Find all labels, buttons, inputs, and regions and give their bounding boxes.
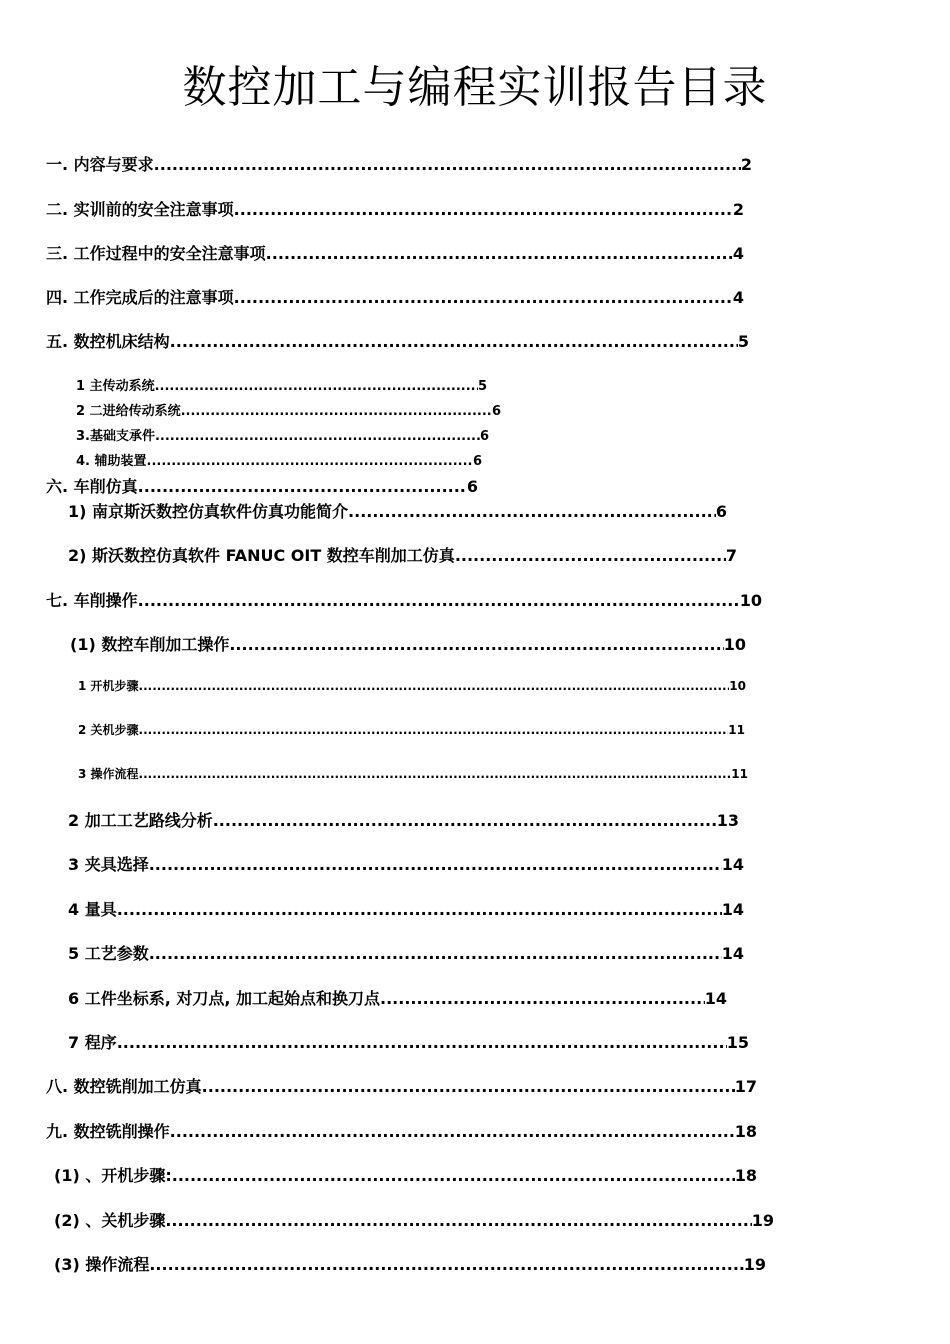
toc-entry[interactable]	[70, 632, 746, 655]
toc-entry-label: 6 工件坐标系, 对刀点, 加工起始点和换刀点	[68, 989, 381, 1008]
toc-entry-label: 2 关机步骤	[78, 723, 139, 737]
toc-entry-label: (3) 操作流程	[54, 1255, 150, 1274]
toc-entry-page: 19	[743, 1255, 766, 1274]
toc-subentry[interactable]	[76, 400, 501, 419]
toc-entry-label: 八. 数控铣削加工仿真	[46, 1077, 202, 1096]
toc-leader	[149, 855, 722, 874]
toc-entry-label: (1) 数控车削加工操作	[70, 635, 230, 654]
toc-entry-page: 14	[704, 989, 727, 1008]
toc-entry[interactable]	[68, 897, 744, 920]
toc-entry-page: 18	[734, 1122, 757, 1141]
toc-entry-page: 6	[466, 477, 478, 496]
toc-entry-label: 五. 数控机床结构	[46, 332, 170, 351]
toc-leader	[139, 723, 729, 737]
toc-leader	[202, 1077, 735, 1096]
toc-entry-label: 七. 车削操作	[46, 591, 138, 610]
toc-entry-label: 7 程序	[68, 1033, 117, 1052]
toc-leader	[155, 429, 480, 444]
toc-entry[interactable]	[54, 1252, 766, 1275]
toc-subentry[interactable]	[78, 721, 745, 738]
toc-entry-page: 14	[721, 855, 744, 874]
toc-entry-page: 18	[734, 1166, 757, 1185]
toc-leader	[149, 944, 722, 963]
toc-entry-label: 四. 工作完成后的注意事项	[46, 288, 234, 307]
toc-leader	[138, 591, 740, 610]
toc-entry[interactable]	[54, 1163, 757, 1186]
toc-entry-label: 5 工艺参数	[68, 944, 149, 963]
toc-leader	[213, 811, 717, 830]
document-title: 数控加工与编程实训报告目录	[182, 62, 768, 113]
toc-entry[interactable]	[46, 285, 744, 308]
toc-entry-page: 6	[491, 404, 501, 419]
toc-entry[interactable]	[46, 197, 744, 220]
toc-entry-page: 6	[715, 502, 727, 521]
toc-subentry[interactable]	[76, 425, 489, 444]
toc-leader	[348, 502, 716, 521]
toc-entry-label: 3.基础支承件	[76, 429, 155, 444]
toc-leader	[181, 404, 492, 419]
toc-leader	[149, 1255, 743, 1274]
toc-entry-page: 11	[728, 723, 745, 737]
toc-entry-label: (2) 、关机步骤	[54, 1211, 166, 1230]
toc-leader	[170, 332, 738, 351]
toc-entry-page: 11	[731, 767, 748, 781]
toc-entry-page: 13	[716, 811, 739, 830]
toc-entry-label: 2) 斯沃数控仿真软件 FANUC OIT 数控车削加工仿真	[68, 546, 455, 565]
toc-entry-page: 4	[732, 288, 744, 307]
toc-entry-label: 3 夹具选择	[68, 855, 149, 874]
toc-leader	[139, 679, 730, 693]
toc-entry-page: 4	[732, 244, 744, 263]
toc-leader	[234, 200, 733, 219]
toc-entry-label: 九. 数控铣削操作	[46, 1122, 170, 1141]
toc-entry-label: 六. 车削仿真	[46, 477, 138, 496]
toc-entry-label: 2 加工工艺路线分析	[68, 811, 213, 830]
toc-leader	[455, 546, 726, 565]
toc-leader	[117, 900, 722, 919]
toc-entry-label: 2 二进给传动系统	[76, 404, 181, 419]
toc-entry[interactable]	[68, 499, 727, 522]
toc-entry[interactable]	[46, 1119, 757, 1142]
toc-leader	[117, 1033, 727, 1052]
toc-entry[interactable]	[46, 329, 749, 352]
toc-entry[interactable]	[46, 1074, 757, 1097]
toc-leader	[154, 155, 741, 174]
toc-entry[interactable]	[68, 852, 744, 875]
toc-subentry[interactable]	[78, 765, 748, 782]
toc-entry-page: 14	[721, 944, 744, 963]
toc-entry-page: 2	[740, 155, 752, 174]
toc-leader	[229, 635, 723, 654]
toc-leader	[172, 1166, 735, 1185]
toc-entry-page: 5	[477, 379, 487, 394]
toc-entry-page: 15	[726, 1033, 749, 1052]
toc-entry-label: 三. 工作过程中的安全注意事项	[46, 244, 266, 263]
toc-entry[interactable]	[46, 241, 744, 264]
toc-entry-page: 10	[723, 635, 746, 654]
toc-entry-label: 二. 实训前的安全注意事项	[46, 200, 234, 219]
toc-entry[interactable]	[68, 543, 737, 566]
toc-entry[interactable]	[54, 1208, 774, 1231]
toc-entry-label: 1 开机步骤	[78, 679, 139, 693]
toc-entry-label: 一. 内容与要求	[46, 155, 154, 174]
toc-entry-page: 14	[721, 900, 744, 919]
toc-leader	[380, 989, 705, 1008]
toc-entry[interactable]	[46, 588, 762, 611]
toc-entry-label: 1 主传动系统	[76, 379, 155, 394]
toc-entry-label: 3 操作流程	[78, 767, 139, 781]
toc-leader	[139, 767, 732, 781]
toc-entry-page: 6	[479, 429, 489, 444]
toc-entry-label: (1) 、开机步骤:	[54, 1166, 172, 1185]
toc-entry[interactable]	[68, 808, 739, 831]
toc-entry-label: 4 量具	[68, 900, 117, 919]
toc-entry-page: 17	[734, 1077, 757, 1096]
toc-entry-page: 7	[725, 546, 737, 565]
toc-leader	[138, 477, 467, 496]
toc-entry-label: 1) 南京斯沃数控仿真软件仿真功能简介	[68, 502, 349, 521]
toc-entry-page: 10	[729, 679, 746, 693]
toc-entry[interactable]	[46, 152, 752, 175]
toc-subentry[interactable]	[76, 450, 482, 469]
toc-entry-page: 2	[732, 200, 744, 219]
toc-subentry[interactable]	[76, 375, 487, 394]
toc-entry[interactable]	[46, 474, 478, 497]
toc-entry[interactable]	[68, 1030, 749, 1053]
toc-entry[interactable]	[68, 986, 727, 1009]
toc-leader	[266, 244, 733, 263]
toc-entry-label: 4. 辅助装置	[76, 454, 147, 469]
toc-entry-page: 6	[472, 454, 482, 469]
toc-leader	[234, 288, 733, 307]
toc-subentry[interactable]	[78, 677, 746, 694]
toc-leader	[147, 454, 473, 469]
toc-entry[interactable]	[68, 941, 744, 964]
toc-leader	[155, 379, 478, 394]
toc-leader	[165, 1211, 751, 1230]
toc-entry-page: 5	[737, 332, 749, 351]
toc-entry-page: 10	[739, 591, 762, 610]
toc-leader	[170, 1122, 735, 1141]
toc-entry-page: 19	[751, 1211, 774, 1230]
